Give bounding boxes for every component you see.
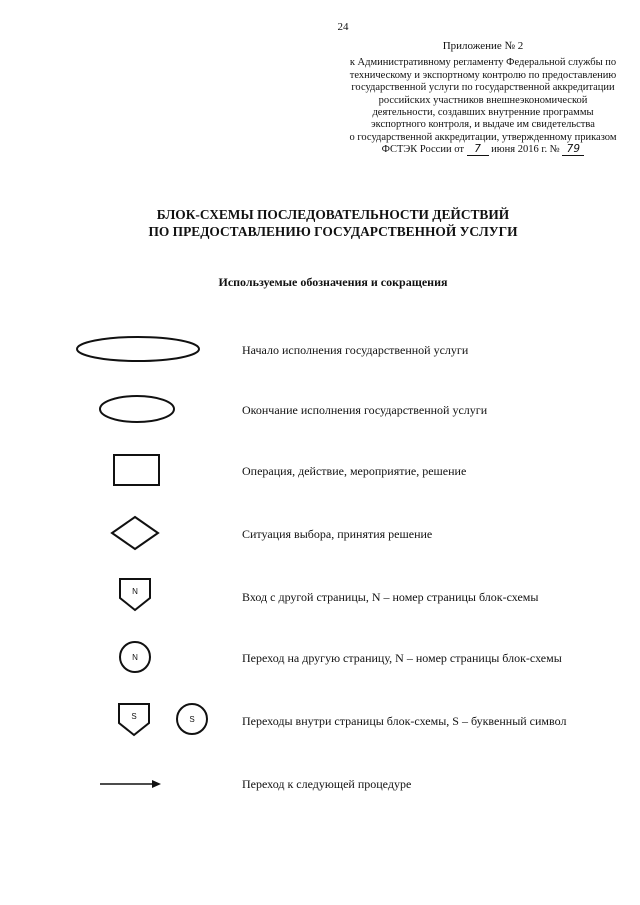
legend-row-exit — [0, 637, 640, 677]
appendix-line: государственной услуги по государственной аккредитации — [351, 82, 615, 94]
appendix-line: к Административному регламенту Федеральной службы по — [349, 57, 617, 69]
legend-label-entry: Вход с другой страницы, N – номер страницы блок-схемы — [242, 590, 539, 604]
order-number-handwritten: 79 — [562, 144, 584, 156]
legend-row-entry — [0, 576, 640, 616]
pentagon-symbol-text: N — [132, 587, 138, 596]
appendix-title: Приложение № 2 — [442, 40, 524, 52]
appendix-line: деятельности, создавших внутренние программы — [372, 107, 594, 119]
offpage-exit-circle-icon — [0, 637, 240, 677]
legend-label-end: Окончание исполнения государственной услуги — [242, 403, 488, 417]
legend-row-operation — [0, 450, 640, 490]
legend-row-inpage — [0, 698, 640, 738]
offpage-entry-pentagon-icon — [0, 576, 240, 616]
legend-label-operation: Операция, действие, мероприятие, решение — [242, 464, 467, 478]
appendix-line: российских участников внешнеэкономической — [378, 94, 588, 106]
legend-row-choice — [0, 513, 640, 553]
rectangle-icon — [0, 450, 240, 490]
arrow-right-icon — [0, 764, 240, 804]
pentagon-s-text: S — [131, 712, 137, 721]
title-line-1: БЛОК-СХЕМЫ ПОСЛЕДОВАТЕЛЬНОСТИ ДЕЙСТВИЙ — [156, 207, 510, 222]
legend-label-start: Начало исполнения государственной услуги — [242, 343, 469, 357]
legend-label-next: Переход к следующей процедуре — [242, 777, 412, 791]
legend-subtitle: Используемые обозначения и сокращения — [218, 275, 448, 289]
inpage-connectors-icon — [0, 698, 240, 738]
order-prefix: ФСТЭК России от — [381, 144, 464, 156]
appendix-line: экспортного контроля, и выдаче им свидетельства — [371, 119, 595, 131]
appendix-line: техническому и экспортному контролю по предоставлению — [349, 69, 617, 81]
legend-row-start — [0, 329, 640, 369]
title-line-2: ПО ПРЕДОСТАВЛЕНИЮ ГОСУДАРСТВЕННОЙ УСЛУГИ — [148, 224, 518, 239]
legend-label-exit: Переход на другую страницу, N – номер страницы блок-схемы — [242, 651, 562, 665]
order-middle: июня 2016 г. № — [491, 144, 560, 156]
circle-s-text: S — [189, 715, 195, 724]
page-title — [0, 206, 640, 240]
page-number: 24 — [337, 21, 349, 33]
end-ellipse-icon — [0, 389, 240, 429]
appendix-order-line — [338, 144, 628, 156]
circle-symbol-text: N — [132, 653, 138, 662]
appendix-line: о государственной аккредитации, утвержденному приказом — [349, 131, 617, 143]
order-day-handwritten: 7 — [467, 144, 489, 156]
diamond-icon — [0, 513, 240, 553]
appendix-header — [338, 40, 628, 157]
legend-row-next — [0, 764, 640, 804]
legend-label-inpage: Переходы внутри страницы блок-схемы, S – буквенный символ — [242, 714, 567, 728]
start-ellipse-icon — [0, 329, 240, 369]
legend-label-choice: Ситуация выбора, принятия решение — [242, 527, 433, 541]
legend-row-end — [0, 389, 640, 429]
